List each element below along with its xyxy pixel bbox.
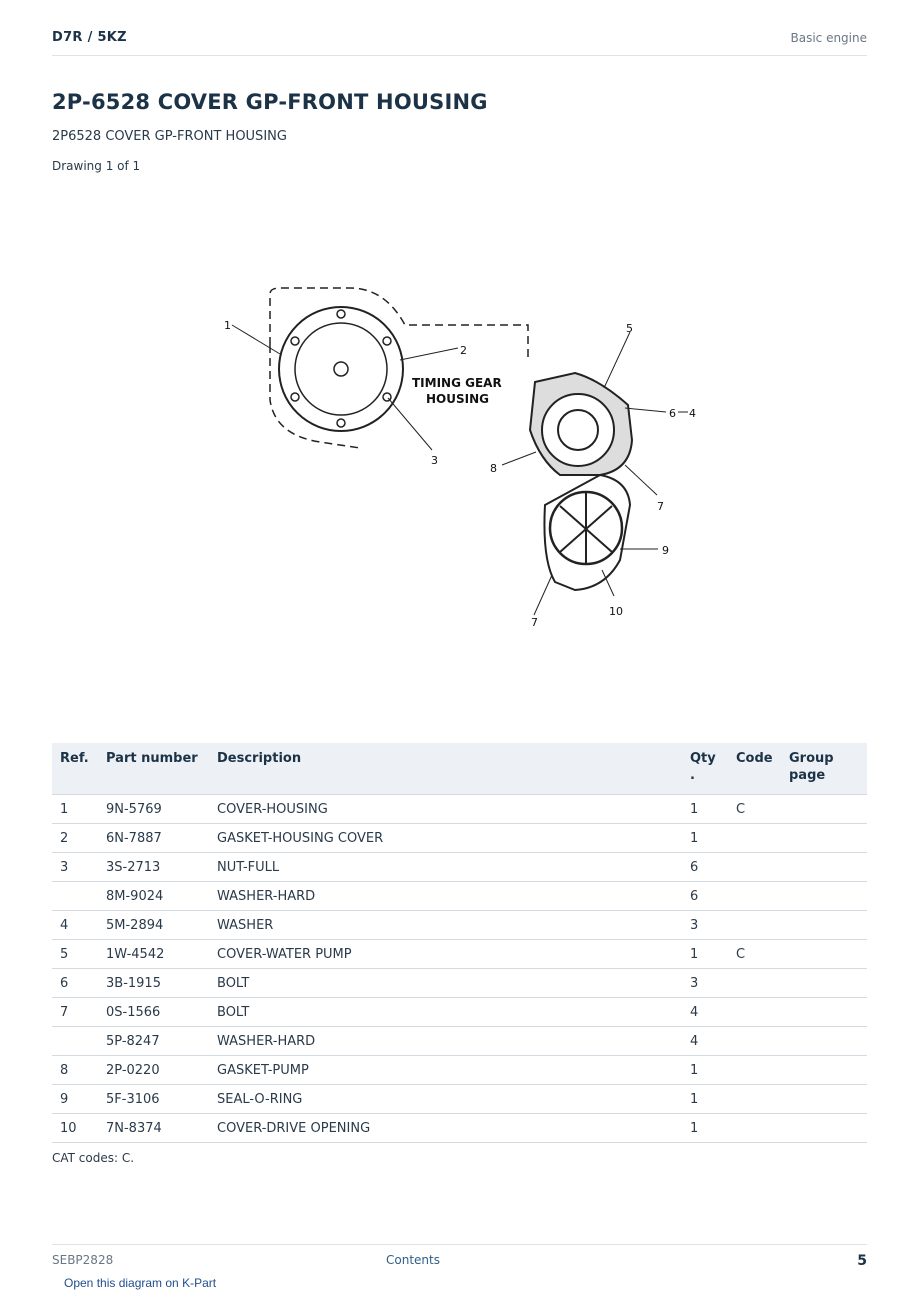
table-row — [52, 1056, 867, 1085]
table-row — [52, 940, 867, 969]
table-row — [52, 1027, 867, 1056]
cell-code — [728, 1114, 781, 1143]
contents-link[interactable]: Contents — [386, 1253, 440, 1267]
callout-7a: 7 — [657, 500, 664, 513]
callout-3: 3 — [431, 454, 438, 467]
cell-part-number: 3S-2713 — [98, 853, 209, 882]
cell-ref: 7 — [52, 998, 98, 1027]
callout-2: 2 — [460, 344, 467, 357]
cell-code: C — [728, 940, 781, 969]
col-code: Code — [728, 743, 781, 795]
cell-description: WASHER — [209, 911, 682, 940]
callout-8: 8 — [490, 462, 497, 475]
cell-code — [728, 998, 781, 1027]
cell-part-number: 1W-4542 — [98, 940, 209, 969]
page-subtitle: 2P6528 COVER GP-FRONT HOUSING — [52, 129, 287, 144]
col-qty-line1: Qty — [690, 751, 716, 766]
cell-code — [728, 911, 781, 940]
cell-description: COVER-HOUSING — [209, 795, 682, 824]
cell-description: GASKET-PUMP — [209, 1056, 682, 1085]
cell-part-number: 2P-0220 — [98, 1056, 209, 1085]
callout-5: 5 — [626, 322, 633, 335]
cell-description: GASKET-HOUSING COVER — [209, 824, 682, 853]
cell-code — [728, 1056, 781, 1085]
col-qty-line2: . — [690, 768, 695, 783]
cell-code — [728, 853, 781, 882]
cat-codes-note: CAT codes: C. — [52, 1151, 135, 1165]
col-group-page — [781, 743, 867, 795]
col-group-line2: page — [789, 768, 826, 783]
cell-qty: 3 — [682, 969, 728, 998]
cell-group-page — [781, 882, 867, 911]
cell-description: WASHER-HARD — [209, 882, 682, 911]
cell-code — [728, 1085, 781, 1114]
col-description: Description — [209, 743, 682, 795]
parts-table-header — [52, 743, 867, 795]
cell-part-number: 3B-1915 — [98, 969, 209, 998]
callout-10: 10 — [609, 605, 623, 618]
cell-group-page — [781, 824, 867, 853]
table-row — [52, 795, 867, 824]
callout-4: 4 — [689, 407, 696, 420]
cell-code — [728, 1027, 781, 1056]
timing-gear-label: TIMING GEAR — [412, 376, 502, 390]
cell-qty: 1 — [682, 940, 728, 969]
cell-code — [728, 969, 781, 998]
drawing-count: Drawing 1 of 1 — [52, 159, 141, 173]
cell-qty: 3 — [682, 911, 728, 940]
cover-housing-inner — [295, 323, 387, 415]
parts-table — [52, 743, 867, 1143]
cell-group-page — [781, 795, 867, 824]
cell-ref: 9 — [52, 1085, 98, 1114]
cell-group-page — [781, 940, 867, 969]
cell-code — [728, 882, 781, 911]
cell-ref: 4 — [52, 911, 98, 940]
water-pump-ring-inner — [558, 410, 598, 450]
cell-ref: 6 — [52, 969, 98, 998]
col-part-number: Part number — [98, 743, 209, 795]
cell-group-page — [781, 911, 867, 940]
cell-qty: 1 — [682, 1056, 728, 1085]
table-row — [52, 853, 867, 882]
table-row — [52, 1085, 867, 1114]
table-row — [52, 1114, 867, 1143]
cell-group-page — [781, 998, 867, 1027]
callout-7b: 7 — [531, 616, 538, 629]
cell-description: BOLT — [209, 969, 682, 998]
table-row — [52, 969, 867, 998]
col-group-line1: Group — [789, 751, 834, 766]
cell-part-number: 8M-9024 — [98, 882, 209, 911]
cell-ref: 3 — [52, 853, 98, 882]
table-row — [52, 882, 867, 911]
callout-6: 6 — [669, 407, 676, 420]
cell-ref — [52, 1027, 98, 1056]
cell-qty: 1 — [682, 1085, 728, 1114]
cell-group-page — [781, 853, 867, 882]
cell-part-number: 0S-1566 — [98, 998, 209, 1027]
parts-diagram — [200, 270, 720, 640]
callout-9: 9 — [662, 544, 669, 557]
document-id: SEBP2828 — [52, 1253, 114, 1267]
cell-ref: 1 — [52, 795, 98, 824]
cell-qty: 1 — [682, 795, 728, 824]
cell-group-page — [781, 1085, 867, 1114]
cell-part-number: 9N-5769 — [98, 795, 209, 824]
cell-description: WASHER-HARD — [209, 1027, 682, 1056]
table-row — [52, 998, 867, 1027]
cell-description: SEAL-O-RING — [209, 1085, 682, 1114]
cell-part-number: 5P-8247 — [98, 1027, 209, 1056]
cell-description: NUT-FULL — [209, 853, 682, 882]
cell-group-page — [781, 969, 867, 998]
cell-qty: 1 — [682, 1114, 728, 1143]
col-qty — [682, 743, 728, 795]
page-number: 5 — [857, 1253, 867, 1269]
section-name: Basic engine — [790, 31, 867, 45]
cell-qty: 1 — [682, 824, 728, 853]
cell-part-number: 7N-8374 — [98, 1114, 209, 1143]
table-row — [52, 824, 867, 853]
cell-description: COVER-WATER PUMP — [209, 940, 682, 969]
cell-ref — [52, 882, 98, 911]
housing-label: HOUSING — [426, 392, 489, 406]
cell-ref: 5 — [52, 940, 98, 969]
cell-qty: 4 — [682, 1027, 728, 1056]
page-header — [52, 29, 867, 56]
cell-ref: 8 — [52, 1056, 98, 1085]
cell-qty: 4 — [682, 998, 728, 1027]
cell-qty: 6 — [682, 882, 728, 911]
cell-code: C — [728, 795, 781, 824]
col-ref: Ref. — [52, 743, 98, 795]
cell-ref: 10 — [52, 1114, 98, 1143]
page-title: 2P-6528 COVER GP-FRONT HOUSING — [52, 90, 488, 114]
page-footer — [52, 1244, 867, 1269]
cell-group-page — [781, 1027, 867, 1056]
callout-1: 1 — [224, 319, 231, 332]
cell-part-number: 5F-3106 — [98, 1085, 209, 1114]
cell-part-number: 5M-2894 — [98, 911, 209, 940]
cell-group-page — [781, 1056, 867, 1085]
table-row — [52, 911, 867, 940]
cell-ref: 2 — [52, 824, 98, 853]
cell-description: COVER-DRIVE OPENING — [209, 1114, 682, 1143]
model-code: D7R / 5KZ — [52, 30, 127, 45]
cell-part-number: 6N-7887 — [98, 824, 209, 853]
cell-qty: 6 — [682, 853, 728, 882]
open-kpart-link[interactable]: Open this diagram on K-Part — [64, 1276, 217, 1290]
cell-group-page — [781, 1114, 867, 1143]
cell-code — [728, 824, 781, 853]
cell-description: BOLT — [209, 998, 682, 1027]
